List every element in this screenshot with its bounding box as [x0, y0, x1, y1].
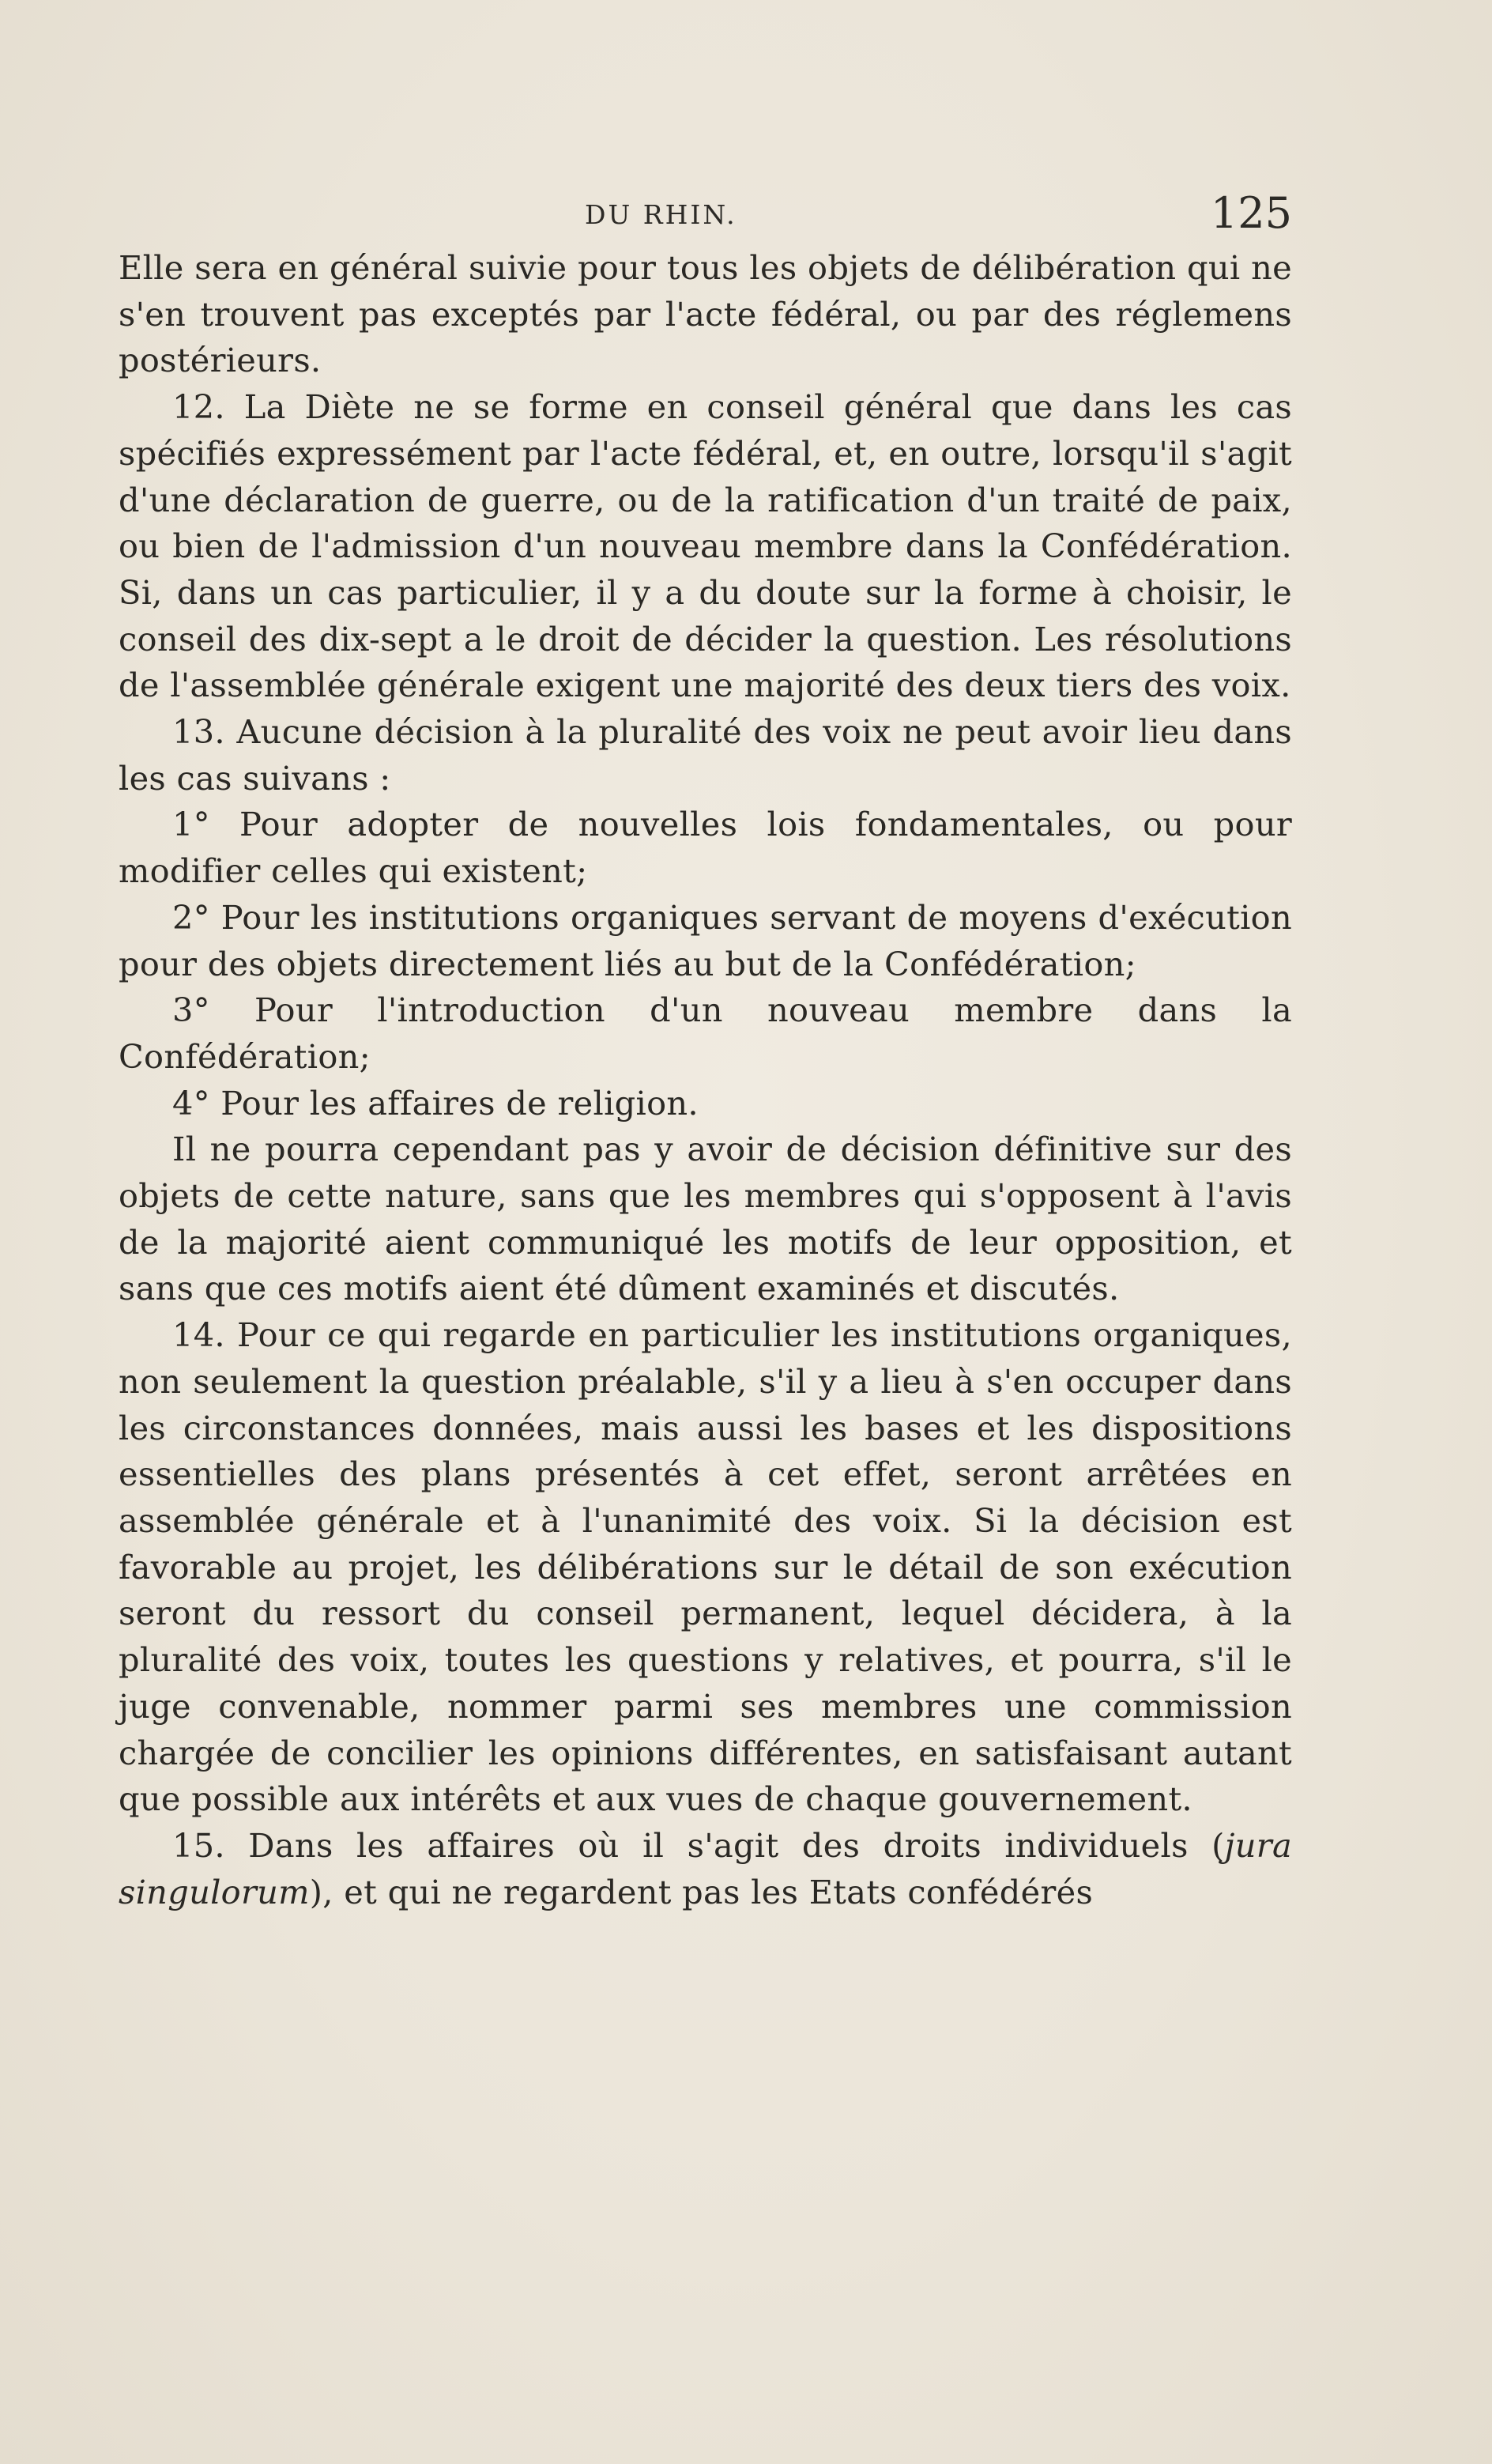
latin-phrase: jura singulorum	[119, 1825, 1292, 1911]
paragraph-article-15	[119, 1823, 1292, 1915]
paragraph-article-13: 13. Aucune décision à la pluralité des voix ne peut avoir lieu dans les cas suivans :	[119, 712, 1292, 798]
page-number: 125	[1210, 188, 1292, 238]
list-item-4: 4° Pour les affaires de religion.	[172, 1083, 699, 1123]
running-head: DU RHIN.	[585, 199, 737, 230]
paragraph-continuation: Elle sera en général suivie pour tous les objets de délibération qui ne s'en trouvent pas exceptés par l'acte fédéral, ou par des réglemens postérieurs.	[119, 248, 1292, 380]
list-item-2: 2° Pour les institutions organiques servant de moyens d'exécution pour des objets directement liés au but de la Confédération;	[119, 897, 1292, 983]
article-15-text-end: ), et qui ne regardent pas les Etats confédérés	[309, 1872, 1094, 1911]
paragraph-opposition: Il ne pourra cependant pas y avoir de décision définitive sur des objets de cette nature, sans que les membres qui s'opposent à l'avis de la majorité aient communiqué les motifs de leur opposition, et sans que ces motifs aient été dûment examinés et discutés.	[119, 1130, 1292, 1308]
paragraph-article-12: 12. La Diète ne se forme en conseil général que dans les cas spécifiés expressément par l'acte fédéral, et, en outre, lorsqu'il s'agit d'une déclaration de guerre, ou de la ratification d'un traité de paix, ou bien de l'admission d'un nouveau membre dans la Confédération. Si, dans un cas particulier, il y a du doute sur la forme à choisir, le conseil des dix-sept a le droit de décider la question. Les résolutions de l'assemblée générale exigent une majorité des deux tiers des voix.	[119, 387, 1292, 705]
page-header	[119, 188, 1292, 243]
paragraph-article-14: 14. Pour ce qui regarde en particulier les institutions organiques, non seulement la question préalable, s'il y a lieu à s'en occuper dans les circonstances données, mais aussi les bases et les dispositions essentielles des plans présentés à cet effet, seront arrêtées en assemblée générale et à l'unanimité des voix. Si la décision est favorable au projet, les délibérations sur le détail de son exécution seront du ressort du conseil permanent, lequel décidera, à la pluralité des voix, toutes les questions y relatives, et pourra, s'il le juge convenable, nommer parmi ses membres une commission chargée de concilier les opinions différentes, en satisfaisant autant que possible aux intérêts et aux vues de chaque gouvernement.	[119, 1315, 1292, 1819]
list-item-3: 3° Pour l'introduction d'un nouveau membre dans la Confédération;	[119, 991, 1292, 1076]
body-text	[119, 245, 1292, 1915]
article-15-text-start: 15. Dans les affaires où il s'agit des droits individuels (	[172, 1825, 1225, 1865]
list-item-1: 1° Pour adopter de nouvelles lois fondamentales, ou pour modifier celles qui existent;	[119, 805, 1292, 891]
